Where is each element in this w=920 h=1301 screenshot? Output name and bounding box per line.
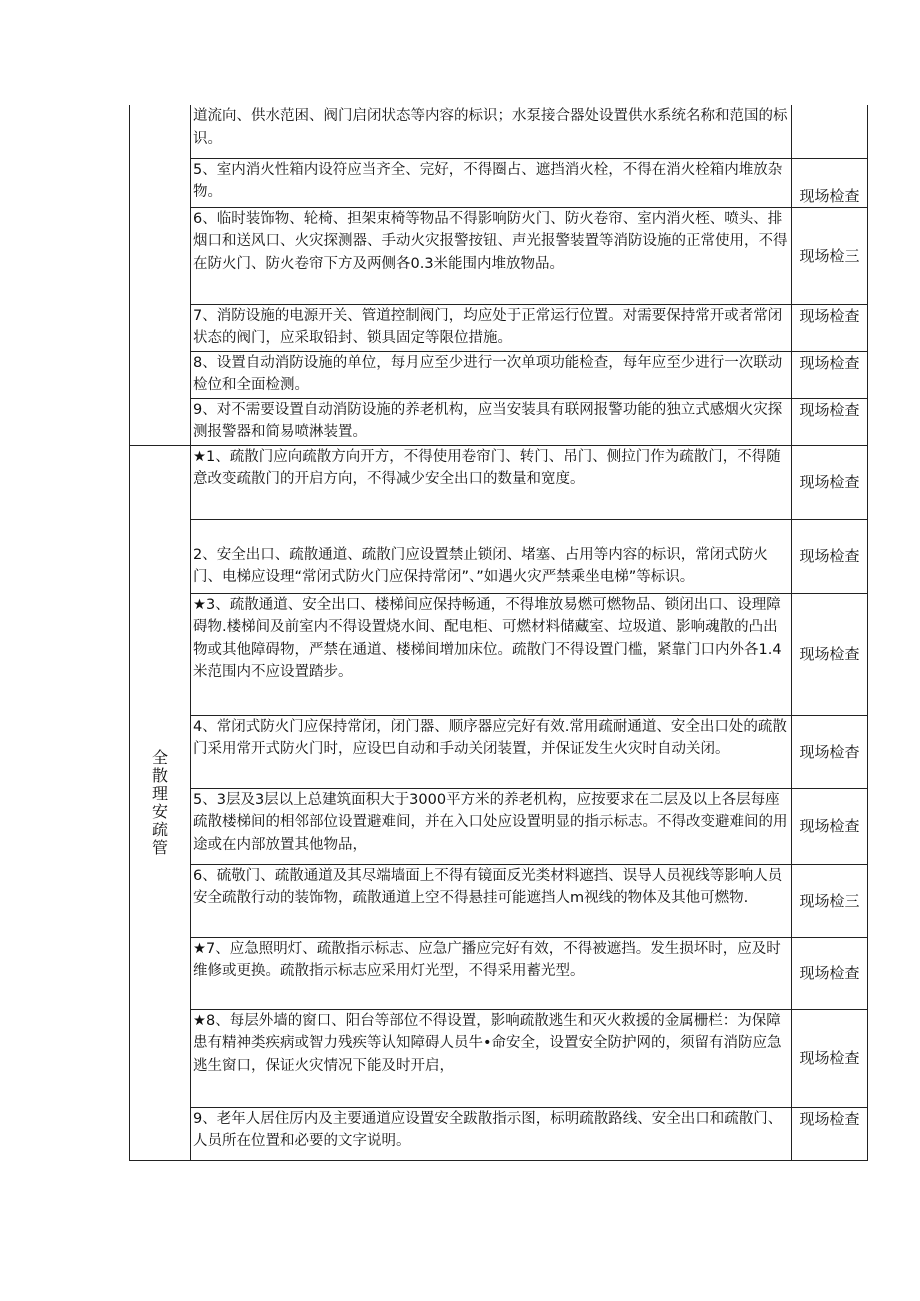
table-row <box>130 1009 868 1107</box>
table-row <box>130 445 868 519</box>
item-text: 4、常闭式防火门应保持常闭，闭门器、顺序器应完好有效.常用疏耐通道、安全出口处的疏散门采用常开式防火门时，应设巴自动和手动关闭装置，并保证发生火灾时自动关闭。 <box>191 715 792 788</box>
table-row <box>130 1107 868 1160</box>
inspection-table <box>129 105 868 1161</box>
method-cell: 现场检查 <box>792 158 868 207</box>
item-text: ★1、疏散门应向疏散方向开方，不得使用卷帘门、转门、吊门、侧拉门作为疏散门，不得随意改变疏散门的开启方向，不得减少安全出口的数量和宽度。 <box>191 445 792 519</box>
method-cell <box>792 105 868 158</box>
item-text: 7、消防设施的电源开关、管道控制阀门，均应处于正常运行位置。对需要保持常开或者常闭状态的阀门，应采取铅封、锁具固定等限位措施。 <box>191 304 792 351</box>
item-text: 9、老年人居住厉内及主要通道应设置安全跋散指示图，标明疏散路线、安全出口和疏散门、人员所在位置和必要的文字说明。 <box>191 1107 792 1160</box>
method-cell: 现场检查 <box>792 304 868 351</box>
method-cell: 现场检查 <box>792 1107 868 1160</box>
method-cell: 现场检查 <box>792 351 868 398</box>
item-text: 6、临时装饰物、轮椅、担架束椅等物品不得影响防火门、防火卷帘、室内消火桎、喷头、排烟口和送风口、火灾探测器、手动火灾报警按钮、声光报警装置等消防设施的正常使用，不得在防火门、防火卷帘下方及两侧各0.3米能围内堆放物品。 <box>191 207 792 304</box>
item-text: 8、设置自动消防设施的单位，每月应至少进行一次单项功能检查，每年应至少进行一次联动检位和全面检测。 <box>191 351 792 398</box>
item-text: 9、对不需要设置自动消防设施的养老机构，应当安装具有联网报警功能的独立式感烟火灾探测报警器和简易喷淋装置。 <box>191 398 792 445</box>
table-row <box>130 864 868 937</box>
table-row <box>130 519 868 593</box>
method-cell: 现场检查 <box>792 445 868 519</box>
item-text: ★3、疏散通道、安全出口、楼梯间应保持畅通，不得堆放易燃可燃物品、锁闭出口、设理障碍物.楼梯间及前室内不得设置烧水间、配电柜、可燃材料储藏室、垃圾道、影响魂散的凸出物或其他障碍物，严禁在通道、楼梯间增加床位。疏散门不得设置门槛，紧靠门口内外各1.4米范围内不应设置踏步。 <box>191 593 792 715</box>
category-label: 全散理安疏管 <box>151 747 168 857</box>
table-row <box>130 715 868 788</box>
category-cell <box>130 445 191 1160</box>
item-text: ★7、应急照明灯、疏散指示标志、应急广播应完好有效，不得被遮挡。发生损坏时，应及时维修或更换。疏散指示标志应采用灯光型，不得采用蓄光型。 <box>191 937 792 1009</box>
item-text: 5、室内消火性箱内设符应当齐全、完好，不得圈占、遮挡消火栓，不得在消火栓箱内堆放杂物。 <box>191 158 792 207</box>
item-text: ★8、每层外墙的窗口、阳台等部位不得设置，影响疏散逃生和灭火救援的金属栅栏：为保障患有精神类疾病或智力残疾等认知障碍人员牛•命安全，设置安全防护网的，须留有消防应急逃生窗口，保证火灾情况下能及时开启， <box>191 1009 792 1107</box>
method-cell: 现场检查 <box>792 398 868 445</box>
method-cell: 现场检查 <box>792 1009 868 1107</box>
method-cell: 现场检杳 <box>792 715 868 788</box>
method-cell: 现场检查 <box>792 788 868 864</box>
method-cell: 现场检三 <box>792 207 868 304</box>
item-text: 道流向、供水范困、阀门启闭状态等内容的标识；水泵接合器处设置供水系统名称和范国的标识。 <box>191 105 792 158</box>
item-text: 5、3层及3层以上总建筑面积大于3000平方米的养老机构，应按要求在二层及以上各层每座疏散楼梯间的相邻部位设置避难间，并在入口处应设置明显的指示标志。不得改变避难间的用途或在内部放置其他物品， <box>191 788 792 864</box>
table-row <box>130 158 868 207</box>
method-cell: 现场检查 <box>792 593 868 715</box>
table-row <box>130 304 868 351</box>
table-row <box>130 207 868 304</box>
method-cell: 现场检查 <box>792 937 868 1009</box>
table-row <box>130 788 868 864</box>
table-row <box>130 105 868 158</box>
category-cell <box>130 105 191 445</box>
method-cell: 现场检三 <box>792 864 868 937</box>
method-cell: 现场检查 <box>792 519 868 593</box>
table-row <box>130 351 868 398</box>
item-text: 6、硫敬门、疏散通道及其尽端墙面上不得有镜面反光类材料遮挡、误导人员视线等影响人员安全疏散行动的装饰物，疏散通道上空不得悬挂可能遮挡人m视线的物体及其他可燃物. <box>191 864 792 937</box>
table-row <box>130 398 868 445</box>
table-row <box>130 593 868 715</box>
item-text: 2、安全出口、疏散通道、疏散门应设置禁止锁闭、堵塞、占用等内容的标识，常闭式防火门、电梯应设理“常闭式防火门应保持常闭”、”如遇火灾严禁乘坐电梯”等标识。 <box>191 519 792 593</box>
table-row <box>130 937 868 1009</box>
inspection-table-sheet <box>129 105 862 1161</box>
